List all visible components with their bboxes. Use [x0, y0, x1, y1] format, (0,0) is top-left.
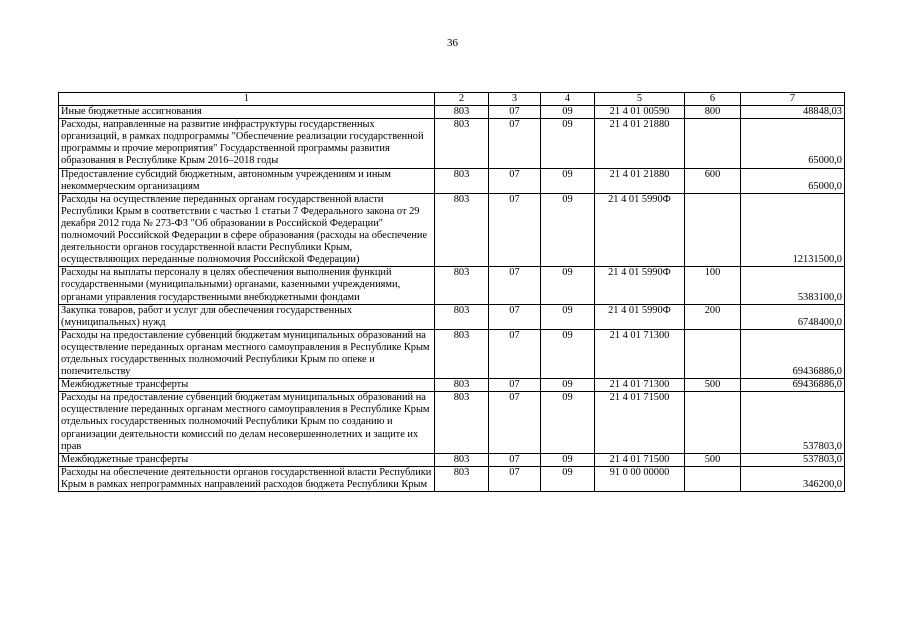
header-cell: 1 — [59, 93, 435, 106]
row-code-4-cell: 09 — [541, 168, 595, 193]
row-code-2-cell: 803 — [435, 392, 489, 453]
row-code-2-cell: 803 — [435, 329, 489, 378]
row-code-5-cell: 21 4 01 00590 — [595, 106, 685, 119]
row-code-6-cell: 500 — [685, 379, 741, 392]
row-code-2-cell: 803 — [435, 193, 489, 267]
row-code-6-cell: 500 — [685, 453, 741, 466]
table-row — [59, 329, 845, 378]
row-code-6-cell: 100 — [685, 267, 741, 304]
row-name-cell: Расходы на обеспечение деятельности органов государственной власти Республики Крым в рамках непрограммных направлений расходов бюджета Республики Крым — [59, 466, 435, 491]
table-row — [59, 304, 845, 329]
row-amount-cell: 5383100,0 — [741, 267, 845, 304]
row-name-cell: Межбюджетные трансферты — [59, 453, 435, 466]
page-number: 36 — [447, 37, 458, 49]
row-code-4-cell: 09 — [541, 267, 595, 304]
row-code-6-cell — [685, 392, 741, 453]
row-code-3-cell: 07 — [489, 329, 541, 378]
table-row — [59, 267, 845, 304]
header-cell: 6 — [685, 93, 741, 106]
row-code-4-cell: 09 — [541, 379, 595, 392]
row-amount-cell: 65000,0 — [741, 168, 845, 193]
header-cell: 4 — [541, 93, 595, 106]
row-code-2-cell: 803 — [435, 466, 489, 491]
row-code-4-cell: 09 — [541, 106, 595, 119]
table-row — [59, 379, 845, 392]
row-amount-cell: 69436886,0 — [741, 379, 845, 392]
row-code-5-cell: 21 4 01 5990Ф — [595, 304, 685, 329]
header-cell: 5 — [595, 93, 685, 106]
row-code-5-cell: 21 4 01 71300 — [595, 379, 685, 392]
row-code-6-cell: 200 — [685, 304, 741, 329]
row-code-2-cell: 803 — [435, 168, 489, 193]
row-code-4-cell: 09 — [541, 119, 595, 168]
row-amount-cell: 537803,0 — [741, 392, 845, 453]
row-code-6-cell: 600 — [685, 168, 741, 193]
row-code-4-cell: 09 — [541, 329, 595, 378]
row-code-6-cell: 800 — [685, 106, 741, 119]
row-code-3-cell: 07 — [489, 392, 541, 453]
table-row — [59, 466, 845, 491]
row-code-3-cell: 07 — [489, 466, 541, 491]
row-code-6-cell — [685, 119, 741, 168]
row-name-cell: Межбюджетные трансферты — [59, 379, 435, 392]
row-name-cell: Расходы на осуществление переданных органам государственной власти Республики Крым в соответствии с частью 1 статьи 7 Федерального закона от 29 декабря 2012 года № 273-ФЗ "Об образовании в Российской Федерации" полномочий Российской Федерации в сфере образования (расходы на обеспечение деятельности органов государственной власти Республики Крым, осуществляющих переданные полномочия Российской Федерации) — [59, 193, 435, 267]
row-code-4-cell: 09 — [541, 453, 595, 466]
row-code-3-cell: 07 — [489, 168, 541, 193]
row-code-4-cell: 09 — [541, 193, 595, 267]
row-amount-cell: 48848,03 — [741, 106, 845, 119]
table-row — [59, 106, 845, 119]
row-name-cell: Иные бюджетные ассигнования — [59, 106, 435, 119]
row-amount-cell: 12131500,0 — [741, 193, 845, 267]
row-amount-cell: 6748400,0 — [741, 304, 845, 329]
row-name-cell: Предоставление субсидий бюджетным, автономным учреждениям и иным некоммерческим организациям — [59, 168, 435, 193]
row-code-5-cell: 21 4 01 71500 — [595, 392, 685, 453]
row-amount-cell: 537803,0 — [741, 453, 845, 466]
row-code-6-cell — [685, 466, 741, 491]
row-name-cell: Расходы на предоставление субвенций бюджетам муниципальных образований на осуществление переданных органам местного самоуправления в Республике Крым отдельных государственных полномочий Республики Крым по созданию и организации деятельности комиссий по делам несовершеннолетних и защите их прав — [59, 392, 435, 453]
row-name-cell: Расходы, направленные на развитие инфраструктуры государственных организаций, в рамках подпрограммы "Обеспечение реализации государственной программы и прочие мероприятия" Государственной программы развития образования в Республике Крым 2016–2018 годы — [59, 119, 435, 168]
row-code-5-cell: 21 4 01 71500 — [595, 453, 685, 466]
row-code-2-cell: 803 — [435, 106, 489, 119]
row-code-3-cell: 07 — [489, 453, 541, 466]
row-code-6-cell — [685, 329, 741, 378]
row-code-3-cell: 07 — [489, 267, 541, 304]
row-code-6-cell — [685, 193, 741, 267]
table-row — [59, 453, 845, 466]
row-code-5-cell: 21 4 01 21880 — [595, 168, 685, 193]
row-code-4-cell: 09 — [541, 392, 595, 453]
row-amount-cell: 346200,0 — [741, 466, 845, 491]
row-code-4-cell: 09 — [541, 304, 595, 329]
row-code-5-cell: 21 4 01 21880 — [595, 119, 685, 168]
row-code-5-cell: 21 4 01 71300 — [595, 329, 685, 378]
row-code-4-cell: 09 — [541, 466, 595, 491]
header-cell: 3 — [489, 93, 541, 106]
row-code-5-cell: 91 0 00 00000 — [595, 466, 685, 491]
row-name-cell: Закупка товаров, работ и услуг для обеспечения государственных (муниципальных) нужд — [59, 304, 435, 329]
row-name-cell: Расходы на предоставление субвенций бюджетам муниципальных образований на осуществление переданных органам местного самоуправления в Республике Крым отдельных государственных полномочий Республики Крым по опеке и попечительству — [59, 329, 435, 378]
table-header-row — [59, 93, 845, 106]
row-code-2-cell: 803 — [435, 304, 489, 329]
row-code-5-cell: 21 4 01 5990Ф — [595, 267, 685, 304]
table-row — [59, 193, 845, 267]
header-cell: 2 — [435, 93, 489, 106]
row-code-2-cell: 803 — [435, 267, 489, 304]
row-name-cell: Расходы на выплаты персоналу в целях обеспечения выполнения функций государственными (муниципальными) органами, казенными учреждениями, органами управления государственными внебюджетными фондами — [59, 267, 435, 304]
row-code-2-cell: 803 — [435, 379, 489, 392]
table-row — [59, 119, 845, 168]
budget-table — [58, 92, 845, 492]
row-code-3-cell: 07 — [489, 106, 541, 119]
row-code-3-cell: 07 — [489, 304, 541, 329]
table-row — [59, 168, 845, 193]
row-code-2-cell: 803 — [435, 453, 489, 466]
row-code-3-cell: 07 — [489, 119, 541, 168]
header-cell: 7 — [741, 93, 845, 106]
table-row — [59, 392, 845, 453]
row-code-5-cell: 21 4 01 5990Ф — [595, 193, 685, 267]
row-amount-cell: 69436886,0 — [741, 329, 845, 378]
row-amount-cell: 65000,0 — [741, 119, 845, 168]
row-code-2-cell: 803 — [435, 119, 489, 168]
row-code-3-cell: 07 — [489, 193, 541, 267]
row-code-3-cell: 07 — [489, 379, 541, 392]
